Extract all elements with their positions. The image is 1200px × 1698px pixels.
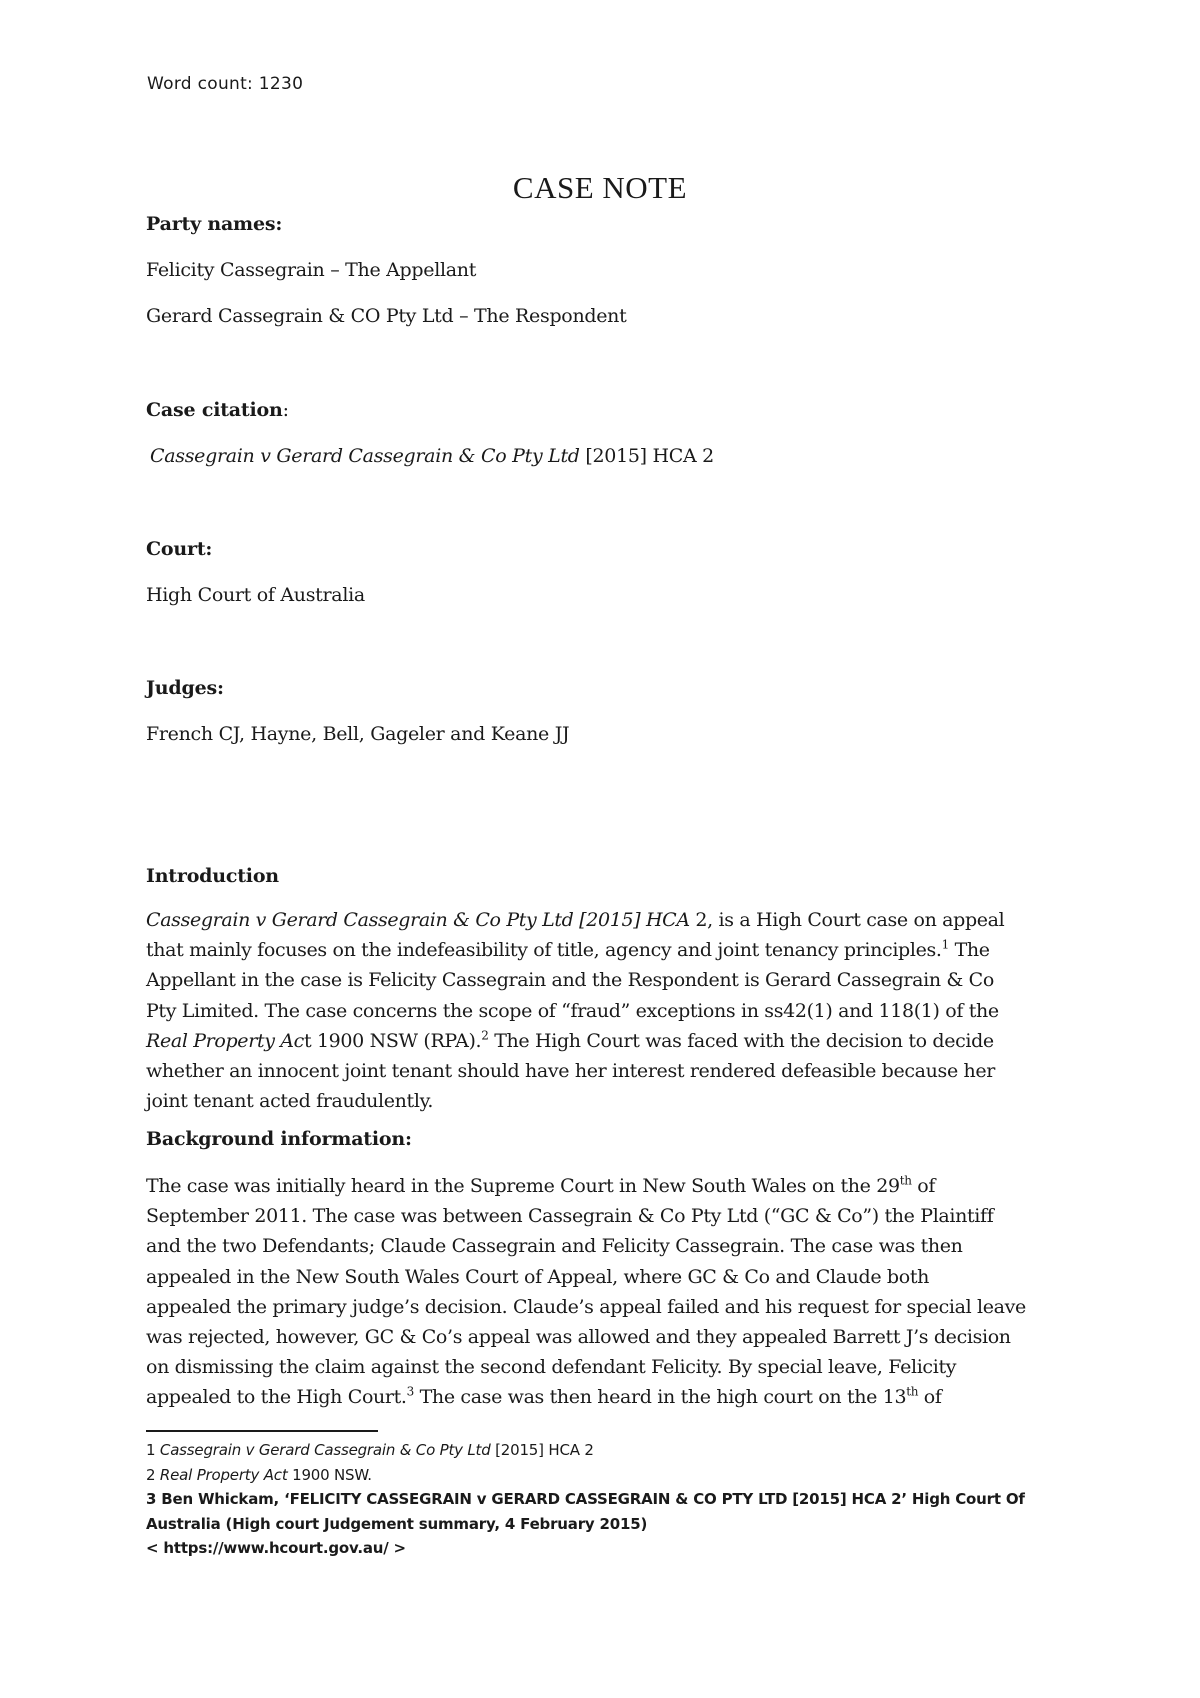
judges-label: Judges: xyxy=(146,677,224,699)
court-value: High Court of Australia xyxy=(146,584,365,606)
intro-line-4: Pty Limited. The case concerns the scope of “fraud” exceptions in ss42(1) and 118(1) of the xyxy=(146,999,999,1022)
case-citation-label-text: Case citation xyxy=(146,399,283,421)
introduction-paragraph xyxy=(146,905,1081,1116)
footnote-3-line-2: Australia (High court Judgement summary, 4 February 2015) xyxy=(146,1514,648,1533)
page-title: CASE NOTE xyxy=(512,170,688,205)
intro-line-1-italic: Cassegrain v Gerard Cassegrain & Co Pty Ltd [2015] HCA xyxy=(146,909,690,931)
bg-line-3: and the two Defendants; Claude Cassegrain and Felicity Cassegrain. The case was then xyxy=(146,1235,963,1258)
footnote-2-italic: Real Property Act xyxy=(159,1465,288,1484)
intro-line-7: joint tenant acted fraudulently. xyxy=(146,1090,434,1113)
intro-line-2-end: The xyxy=(948,939,990,962)
bg-line-1 xyxy=(146,1171,1081,1201)
bg-line-1-b: of xyxy=(911,1175,936,1197)
appellant-line: Felicity Cassegrain – The Appellant xyxy=(146,259,477,281)
bg-line-8-a: appealed to the High Court. xyxy=(146,1386,407,1409)
bg-line-5: appealed the primary judge’s decision. Claude’s appeal failed and his request for special leave xyxy=(146,1295,1026,1318)
bg-line-6: was rejected, however, GC & Co’s appeal was allowed and they appealed Barrett J’s decision xyxy=(146,1326,1011,1349)
footnote-ref-1[interactable]: 1 xyxy=(941,937,949,952)
footnote-ref-3[interactable]: 3 xyxy=(406,1385,414,1400)
footnotes xyxy=(146,1438,1076,1561)
footnote-ref-2[interactable]: 2 xyxy=(481,1028,489,1043)
bg-line-8 xyxy=(146,1382,1081,1412)
court-label: Court: xyxy=(146,538,213,560)
bg-line-8-b: The case was then heard in the high court on the 13 xyxy=(413,1386,907,1409)
footnote-1-italic: Cassegrain v Gerard Cassegrain & Co Pty Ltd xyxy=(159,1441,491,1459)
intro-line-5 xyxy=(146,1026,1081,1056)
bg-line-1-a: The case was initially heard in the Supreme Court in New South Wales on the 29 xyxy=(146,1175,900,1197)
footnote-1-rest: [2015] HCA 2 xyxy=(490,1441,594,1459)
footnote-2 xyxy=(146,1463,1076,1488)
footnote-1 xyxy=(146,1438,1076,1463)
footnote-separator xyxy=(146,1430,378,1432)
intro-line-5-mid: t 1900 NSW (RPA). xyxy=(303,1029,482,1052)
bg-line-4: appealed in the New South Wales Court of Appeal, where GC & Co and Claude both xyxy=(146,1265,930,1288)
footnote-1-number: 1 xyxy=(146,1441,160,1459)
intro-line-3: Appellant in the case is Felicity Cassegrain and the Respondent is Gerard Cassegrain & Co xyxy=(146,969,994,992)
footnote-2-number: 2 xyxy=(146,1465,160,1484)
bg-line-1-sup: th xyxy=(899,1173,912,1188)
party-names-label: Party names: xyxy=(146,213,283,235)
judges-value: French CJ, Hayne, Bell, Gageler and Keane JJ xyxy=(146,723,570,745)
case-citation-name: Cassegrain v Gerard Cassegrain & Co Pty Ltd xyxy=(150,445,580,467)
intro-line-6: whether an innocent joint tenant should have her interest rendered defeasible because her xyxy=(146,1060,996,1083)
intro-line-2 xyxy=(146,935,1081,965)
case-citation-report: [2015] HCA 2 xyxy=(579,445,714,467)
bg-line-8-sup: th xyxy=(906,1385,919,1400)
intro-line-5-italic: Real Property Ac xyxy=(146,1029,304,1052)
footnote-2-rest: 1900 NSW. xyxy=(287,1465,372,1484)
bg-line-7: on dismissing the claim against the second defendant Felicity. By special leave, Felicity xyxy=(146,1356,957,1379)
case-citation-colon: : xyxy=(282,399,289,421)
word-count: Word count: 1230 xyxy=(147,74,304,94)
intro-line-5-end: The High Court was faced with the decision to decide xyxy=(488,1029,994,1052)
intro-line-1-rest: 2, is a High Court case on appeal xyxy=(689,909,1005,931)
respondent-line: Gerard Cassegrain & CO Pty Ltd – The Respondent xyxy=(146,305,627,327)
background-paragraph xyxy=(146,1171,1081,1413)
footnote-3-line-1: 3 Ben Whickam, ‘FELICITY CASSEGRAIN v GERARD CASSEGRAIN & CO PTY LTD [2015] HCA 2’ High Court Of xyxy=(146,1490,1025,1508)
footnote-3-link[interactable]: < https://www.hcourt.gov.au/ > xyxy=(146,1539,406,1557)
intro-line-2-text: that mainly focuses on the indefeasibility of title, agency and joint tenancy principles. xyxy=(146,939,942,962)
bg-line-2: September 2011. The case was between Cassegrain & Co Pty Ltd (“GC & Co”) the Plaintiff xyxy=(146,1205,994,1228)
bg-line-8-c: of xyxy=(918,1386,942,1409)
case-citation-label xyxy=(146,399,289,421)
case-citation-value xyxy=(150,445,714,467)
introduction-heading: Introduction xyxy=(146,865,279,887)
intro-line-1 xyxy=(146,905,1081,935)
background-heading: Background information: xyxy=(146,1128,412,1150)
